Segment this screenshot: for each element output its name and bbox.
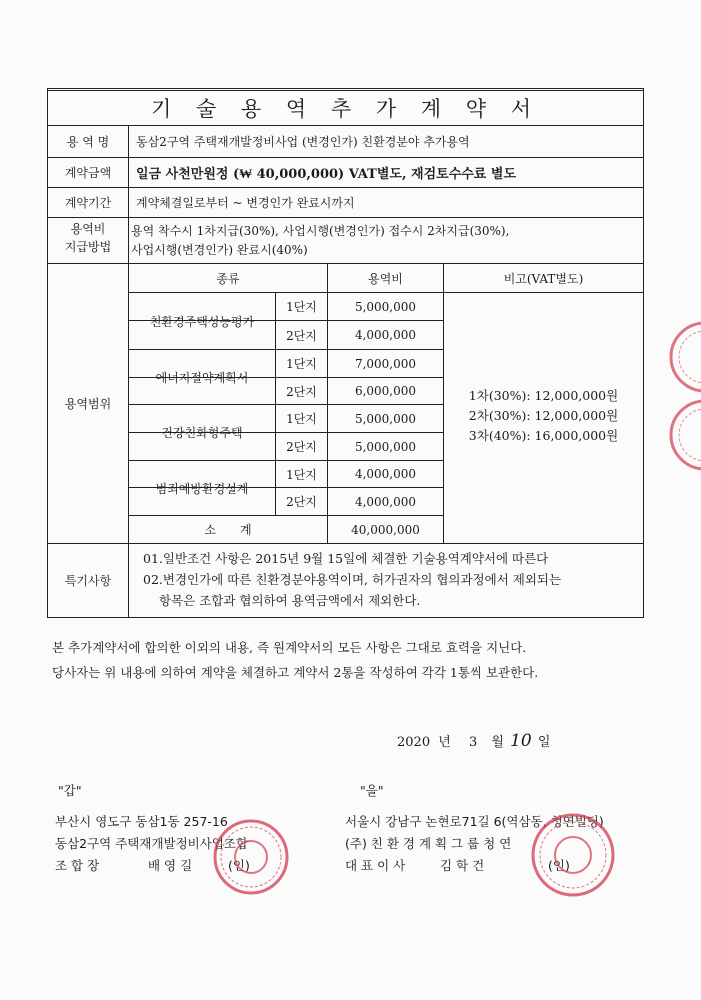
scope-header-note: 비고(VAT별도) [503, 271, 584, 286]
scope-group-name: 범죄예방환경설계 [155, 481, 249, 496]
payment-label-line-2: 지급방법 [64, 240, 112, 254]
party-b-org: (주) 친 환 경 계 획 그 룹 청 연 [345, 836, 512, 851]
scope-group-name: 친환경주택성능평가 [149, 314, 255, 329]
date-month-unit: 월 [491, 735, 504, 750]
service-name-label: 용 역 명 [66, 135, 110, 149]
party-b-name: 김 학 건 [440, 858, 485, 873]
scope-note-item: 3차(40%): 16,000,000원 [468, 428, 619, 443]
party-a-seal [212, 818, 290, 896]
scope-note-item: 1차(30%): 12,000,000원 [468, 388, 619, 403]
scope-fee: 5,000,000 [354, 299, 417, 314]
party-a-tag: "갑" [58, 783, 82, 798]
scope-notes [444, 386, 643, 446]
scope-fee: 7,000,000 [354, 356, 417, 371]
date-day: 10 [510, 731, 532, 751]
special-label: 특기사항 [64, 574, 112, 588]
special-line: 02.변경인가에 따른 친환경분야용역이며, 허가권자의 협의과정에서 제외되는 [143, 572, 562, 587]
party-a-name: 배 영 길 [148, 858, 193, 873]
party-a-role: 조 합 장 [55, 858, 100, 873]
scope-label: 용역범위 [64, 397, 112, 411]
date-month: 3 [468, 735, 478, 750]
closing-line: 본 추가계약서에 합의한 이외의 내용, 즉 원계약서의 모든 사항은 그대로 효력을 지닌다. [52, 640, 527, 655]
special-line: 항목은 조합과 협의하여 용역금액에서 제외한다. [159, 593, 421, 608]
scope-unit: 1단지 [286, 412, 317, 426]
scope-fee: 4,000,000 [354, 328, 417, 342]
scope-header-fee: 용역비 [368, 271, 403, 286]
scope-fee: 4,000,000 [354, 494, 417, 509]
service-name-value: 동삼2구역 주택재개발정비사업 (변경인가) 친환경분야 추가용역 [136, 135, 470, 149]
special-lines [143, 548, 561, 611]
margin-seal-top [668, 320, 701, 394]
party-b-seal [530, 812, 616, 898]
scope-subtotal-value: 40,000,000 [351, 522, 420, 537]
payment-value-line-2: 사업시행(변경인가) 완료시(40%) [131, 243, 308, 257]
party-b-role: 대 표 이 사 [345, 858, 406, 873]
payment-label [48, 220, 128, 256]
payment-value [131, 222, 509, 260]
payment-label-line-1: 용역비 [70, 222, 106, 236]
scope-fee: 6,000,000 [354, 384, 417, 398]
scope-unit: 2단지 [286, 384, 317, 399]
scope-unit: 2단지 [286, 495, 317, 509]
period-label: 계약기간 [64, 196, 112, 210]
scope-fee: 5,000,000 [354, 439, 417, 454]
period-value: 계약체결일로부터 ~ 변경인가 완료시까지 [136, 196, 355, 210]
scope-unit: 2단지 [286, 328, 317, 343]
party-a-address: 부산시 영도구 동삼1동 257-16 [55, 814, 228, 829]
party-b-address: 서울시 강남구 논현로71길 6(역삼동, 청연빌딩) [345, 814, 604, 829]
scope-note-item: 2차(30%): 12,000,000원 [468, 408, 619, 423]
date-year-unit: 년 [438, 735, 451, 750]
scope-group-name: 건강친화형주택 [161, 426, 243, 440]
scope-unit: 1단지 [286, 467, 317, 482]
margin-seal-bottom [668, 398, 701, 472]
special-line: 01.일반조건 사항은 2015년 9월 15일에 체결한 기술용역계약서에 따른다 [143, 551, 549, 566]
scope-unit: 1단지 [286, 357, 317, 371]
party-a-seal-mark: (인) [228, 858, 250, 873]
party-b-seal-mark: (인) [548, 858, 570, 873]
amount-label: 계약금액 [64, 166, 112, 180]
contract-date [397, 731, 550, 751]
scope-unit: 2단지 [286, 440, 317, 454]
scope-group-name: 에너지절약계획서 [155, 370, 249, 385]
closing-line: 당사자는 위 내용에 의하여 계약을 체결하고 계약서 2통을 작성하여 각각 1통씩 보관한다. [52, 665, 539, 680]
payment-value-line-1: 용역 착수시 1차지급(30%), 사업시행(변경인가) 접수시 2차지급(30%), [131, 224, 510, 238]
scope-fee: 5,000,000 [354, 411, 417, 426]
date-year: 2020 [397, 735, 431, 750]
document-title: 기 술 용 역 추 가 계 약 서 [151, 97, 540, 121]
party-b-tag: "을" [360, 783, 384, 798]
scope-unit: 1단지 [286, 300, 317, 314]
amount-value: 일금 사천만원정 (₩ 40,000,000) VAT별도, 재검토수수료 별도 [136, 167, 517, 182]
party-a-org: 동삼2구역 주택재개발정비사업조합 [55, 836, 249, 851]
scope-fee: 4,000,000 [354, 467, 417, 481]
date-day-unit: 일 [537, 735, 551, 750]
scope-subtotal-label: 소 계 [204, 523, 252, 537]
scope-header-type: 종류 [216, 271, 240, 286]
